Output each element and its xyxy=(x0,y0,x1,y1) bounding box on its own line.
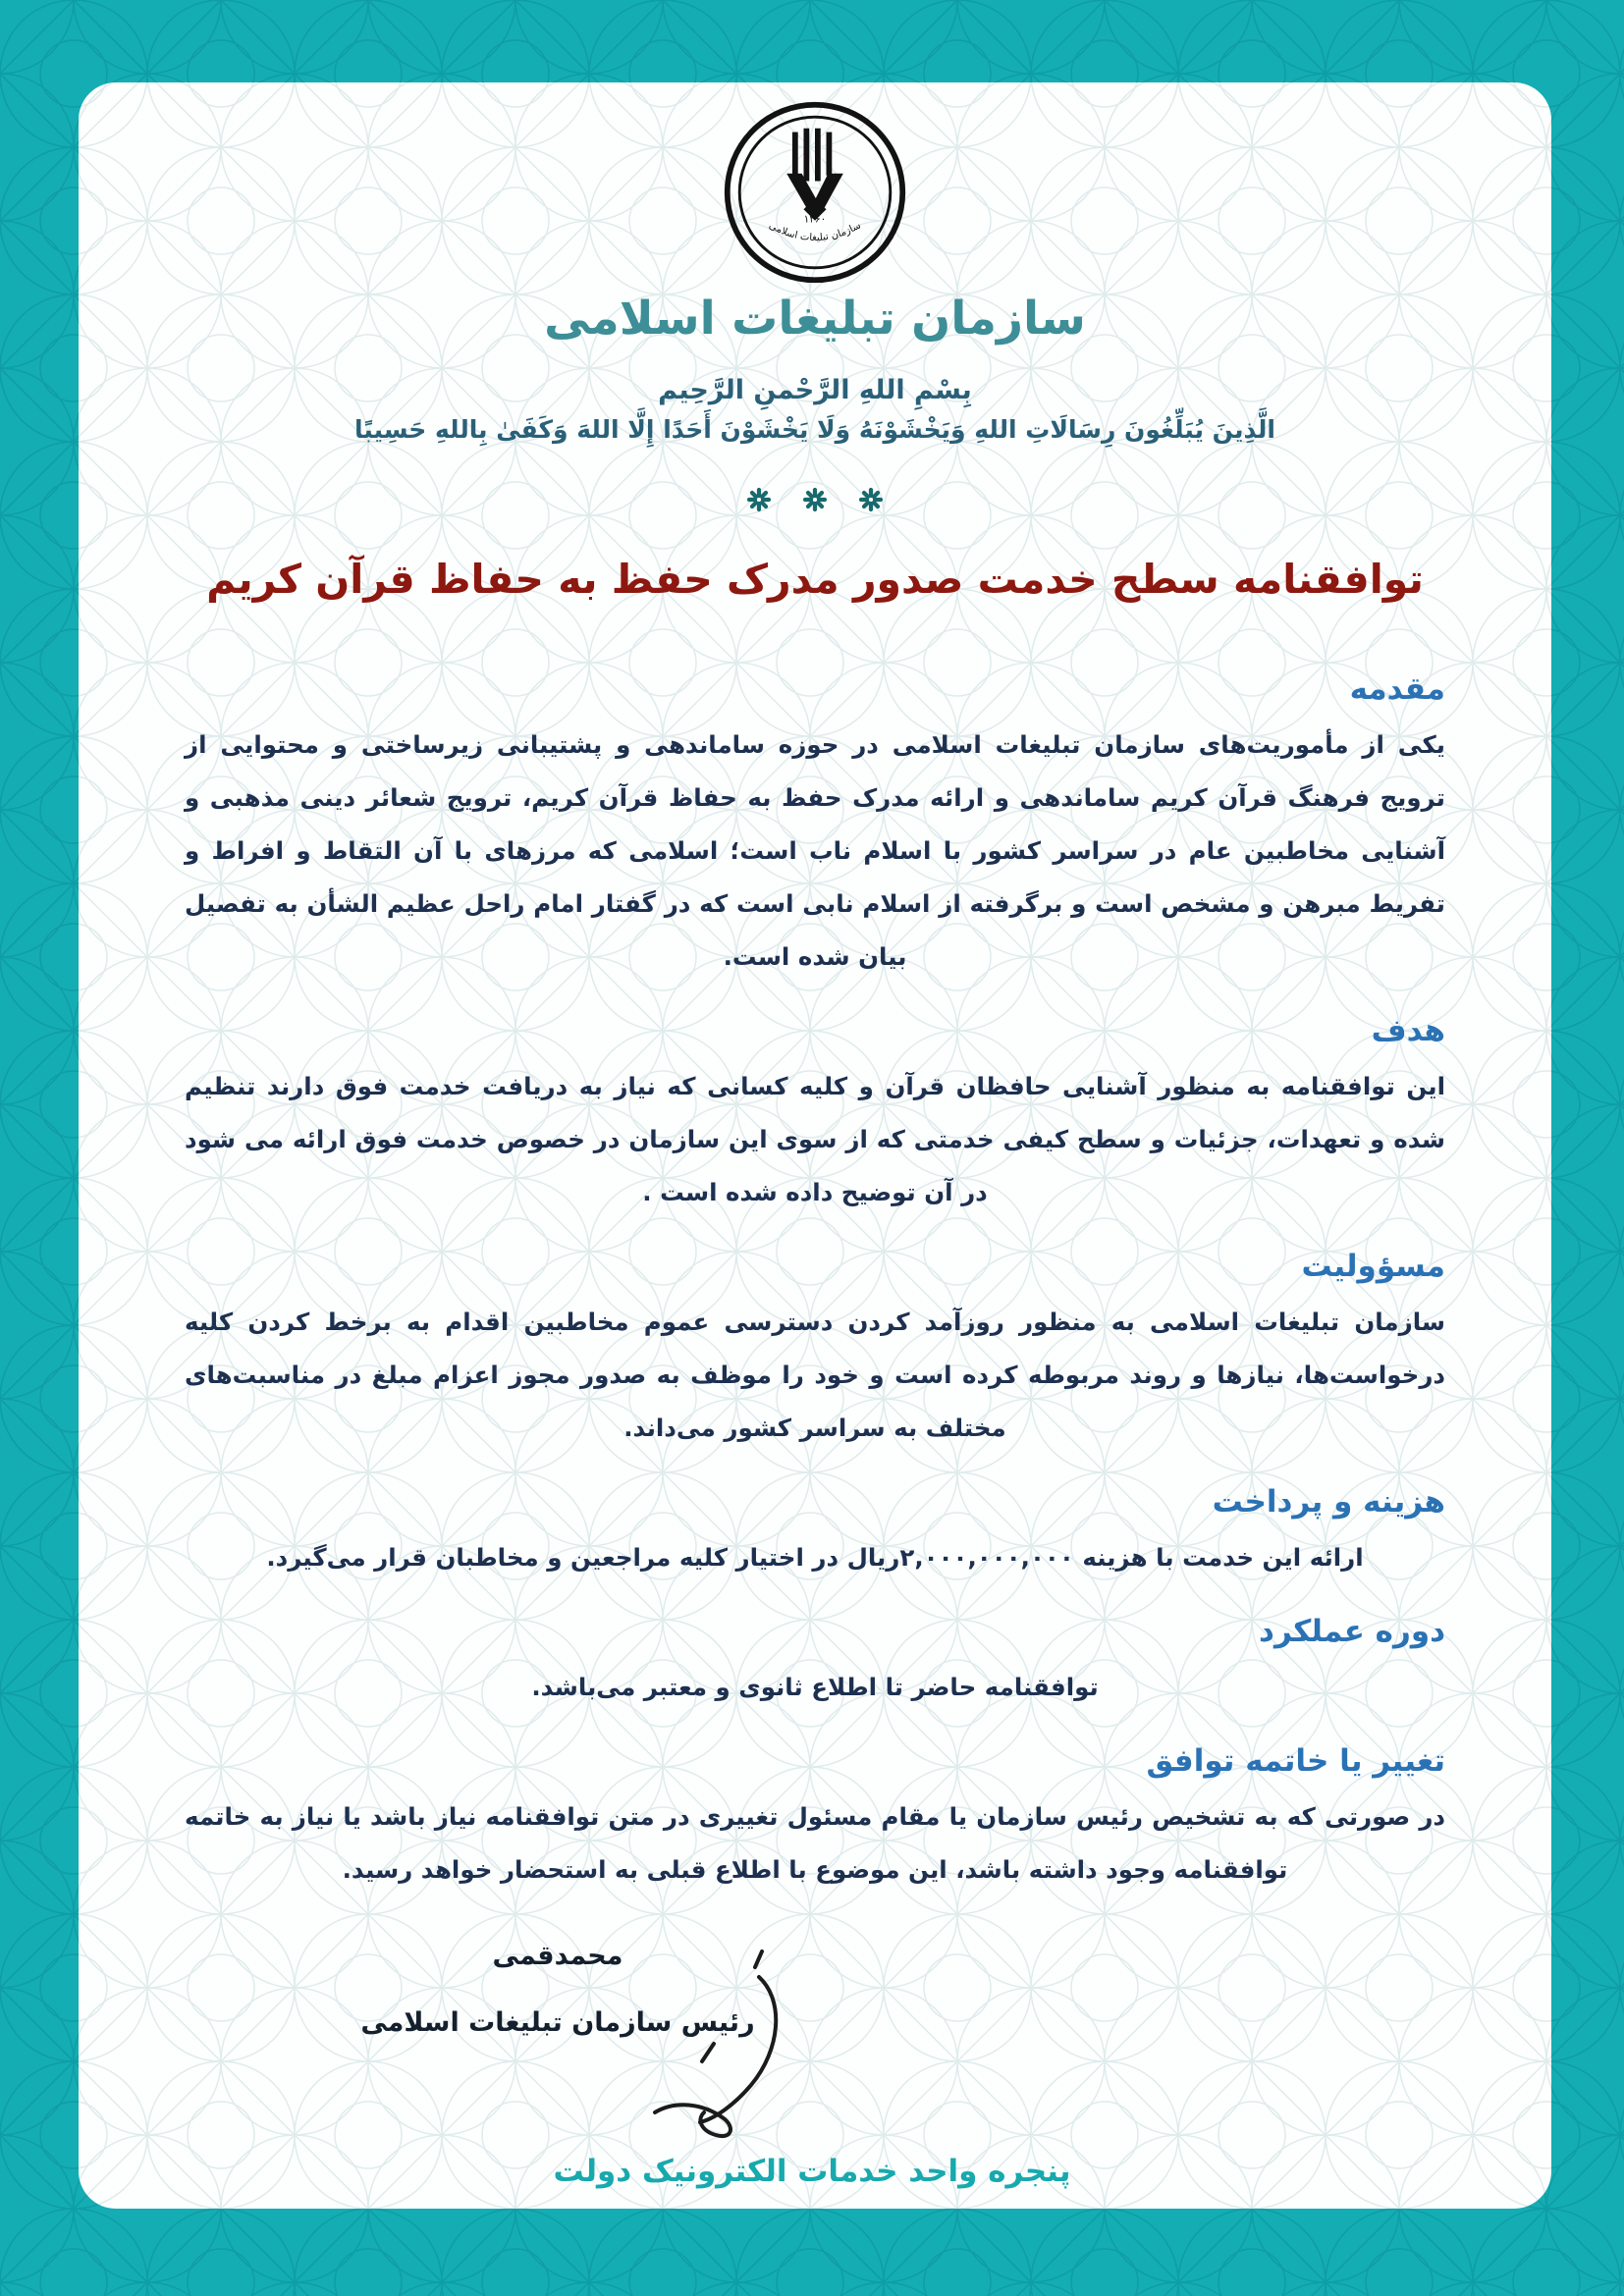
section-heading: هزینه و پرداخت xyxy=(1212,1484,1445,1520)
handwritten-signature-icon xyxy=(641,1946,818,2157)
organization-seal xyxy=(185,98,1445,291)
signature-block xyxy=(347,1940,769,2040)
section-heading: مسؤولیت xyxy=(1301,1249,1445,1284)
section-cost-payment xyxy=(185,1480,1445,1584)
logo-year: ۱۳۶۰ xyxy=(803,213,827,226)
section-heading: دوره عملکرد xyxy=(1259,1614,1445,1649)
signatory-title: رئیس سازمان تبلیغات اسلامی xyxy=(360,2007,755,2038)
section-goal xyxy=(185,1009,1445,1219)
section-change-termination xyxy=(185,1739,1445,1896)
section-body: ارائه این خدمت با هزینه ۲,۰۰۰,۰۰۰,۰۰۰ریال در اختیار کلیه مراجعین و مخاطبان قرار می‌گیرد. xyxy=(266,1543,1364,1572)
organization-logo-icon xyxy=(721,98,909,287)
organization-name-calligraphy: سازمان تبلیغات اسلامی xyxy=(544,292,1086,346)
footer-text: پنجره واحد خدمات الکترونیک دولت xyxy=(553,2154,1071,2189)
section-responsibility xyxy=(185,1245,1445,1455)
flower-asterisk-icon xyxy=(746,487,772,512)
section-body: توافقنامه حاضر تا اطلاع ثانوی و معتبر می‌باشد. xyxy=(531,1673,1099,1701)
section-body: در صورتی که به تشخیص رئیس سازمان یا مقام مسئول تغییری در متن توافقنامه نیاز باشد یا نیاز به خاتمه توافقنامه وجود داشته باشد، این موضوع با اطلاع قبلی به استحضار خواهد رسید. xyxy=(185,1802,1445,1884)
document-title: توافقنامه سطح خدمت صدور مدرک حفظ به حفاظ قرآن کریم xyxy=(206,556,1424,603)
section-introduction xyxy=(185,667,1445,984)
section-heading: هدف xyxy=(1371,1013,1445,1048)
quran-verse-line: الَّذِينَ يُبَلِّغُونَ رِسَالَاتِ اللهِ وَيَخْشَوْنَهُ وَلَا يَخْشَوْنَ أَحَدًا إِلَّا اللهَ وَكَفَىٰ بِاللهِ حَسِيبًا xyxy=(354,415,1275,444)
section-body: سازمان تبلیغات اسلامی به منظور روزآمد کردن دسترسی عموم مخاطبین اقدام به برخط کردن کلیه درخواست‌ها، نیازها و روند مربوطه کرده است و خود را موظف به صدور مجوز اعزام مبلغ در مناسبت‌های مختلف به سراسر کشور می‌داند. xyxy=(185,1308,1445,1442)
ornament-flowers xyxy=(185,487,1445,512)
section-heading: مقدمه xyxy=(1349,671,1445,707)
allah-calligraphy-icon xyxy=(786,129,843,221)
flower-asterisk-icon xyxy=(802,487,828,512)
section-performance-period xyxy=(185,1610,1445,1714)
document-content xyxy=(79,82,1551,2209)
section-body: این توافقنامه به منظور آشنایی حافظان قرآن و کلیه کسانی که نیاز به دریافت خدمت فوق دارند تنظیم شده و تعهدات، جزئیات و سطح کیفی خدمتی که از سوی این سازمان در خصوص خدمت فوق ارائه می شود در آن توضیح داده شده است . xyxy=(185,1072,1445,1206)
flower-asterisk-icon xyxy=(858,487,884,512)
bismillah-line: بِسْمِ اللهِ الرَّحْمنِ الرَّحِيم xyxy=(658,375,972,405)
section-heading: تغییر یا خاتمه توافق xyxy=(1146,1743,1445,1779)
section-body: یکی از مأموریت‌های سازمان تبلیغات اسلامی در حوزه ساماندهی و پشتیبانی زیرساختی و محتوایی از ترویج فرهنگ قرآن کریم ساماندهی و ارائه مدرک حفظ به حفاظ قرآن کریم، ترویج شعائر دینی مذهبی و آشنایی مخاطبین عام در سراسر کشور با اسلام ناب است؛ اسلامی که مرزهای با آن التقاط و افراط و تفریط مبرهن و مشخص است و برگرفته از اسلام نابی است که در گفتار امام راحل عظیم الشأن به تفصیل بیان شده است. xyxy=(185,730,1445,971)
logo-inner-text: سازمان تبلیغات اسلامی xyxy=(767,220,863,243)
signatory-name: محمدقمی xyxy=(492,1941,623,1971)
